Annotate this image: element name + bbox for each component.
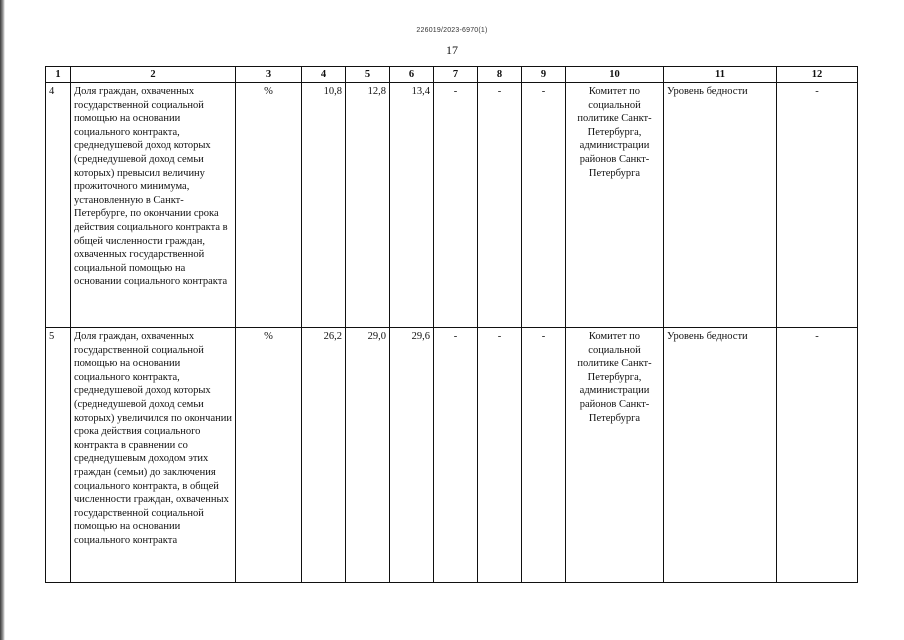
header-row: [46, 67, 858, 83]
unit-cell: %: [236, 328, 302, 583]
table-row: [46, 328, 858, 583]
value-col-7: -: [434, 83, 478, 328]
value-col-7: -: [434, 328, 478, 583]
value-col-12: -: [777, 328, 858, 583]
row-number: 4: [46, 83, 71, 328]
responsible-executor: Комитет по социальной политике Санкт-Петербурга, администрации районов Санкт-Петербурга: [566, 83, 664, 328]
header-cell-6: 6: [390, 67, 434, 83]
value-col-6: 29,6: [390, 328, 434, 583]
header-cell-3: 3: [236, 67, 302, 83]
value-col-5: 29,0: [346, 328, 390, 583]
related-indicator: Уровень бедности: [664, 83, 777, 328]
value-col-9: -: [522, 83, 566, 328]
header-cell-8: 8: [478, 67, 522, 83]
header-cell-7: 7: [434, 67, 478, 83]
document-id-stamp: 226019/2023-6970(1): [416, 27, 488, 34]
header-cell-1: 1: [46, 67, 71, 83]
value-col-8: -: [478, 328, 522, 583]
value-col-8: -: [478, 83, 522, 328]
value-col-4: 10,8: [302, 83, 346, 328]
header-cell-10: 10: [566, 67, 664, 83]
value-col-6: 13,4: [390, 83, 434, 328]
header-cell-2: 2: [71, 67, 236, 83]
header-cell-5: 5: [346, 67, 390, 83]
value-col-9: -: [522, 328, 566, 583]
value-col-4: 26,2: [302, 328, 346, 583]
table-row: [46, 83, 858, 328]
header-cell-9: 9: [522, 67, 566, 83]
header-cell-4: 4: [302, 67, 346, 83]
unit-cell: %: [236, 83, 302, 328]
responsible-executor: Комитет по социальной политике Санкт-Петербурга, администрации районов Санкт-Петербурга: [566, 328, 664, 583]
indicator-description: Доля граждан, охваченных государственной социальной помощью на основании социального контракта, среднедушевой доход которых (среднедушевой доход семьи которых) превысил величину прожиточного минимума, установленную в Санкт-Петербурге, по окончании срока действия социального контракта в общей численности граждан, охваченных государственной социальной помощью на основании социального контракта: [71, 83, 236, 328]
scan-edge-shadow: [0, 0, 5, 640]
value-col-5: 12,8: [346, 83, 390, 328]
header-cell-11: 11: [664, 67, 777, 83]
row-number: 5: [46, 328, 71, 583]
indicator-description: Доля граждан, охваченных государственной социальной помощью на основании социального контракта, среднедушевой доход которых (среднедушевой доход семьи которых) увеличился по окончании срока действия социального контракта в сравнении со среднедушевым доходом этих граждан (семьи) до заключения социального контракта, в общей численности граждан, охваченных государственной социальной помощью на основании социального контракта: [71, 328, 236, 583]
related-indicator: Уровень бедности: [664, 328, 777, 583]
page-number: 17: [446, 43, 458, 57]
value-col-12: -: [777, 83, 858, 328]
indicators-table: [45, 66, 858, 583]
header-cell-12: 12: [777, 67, 858, 83]
